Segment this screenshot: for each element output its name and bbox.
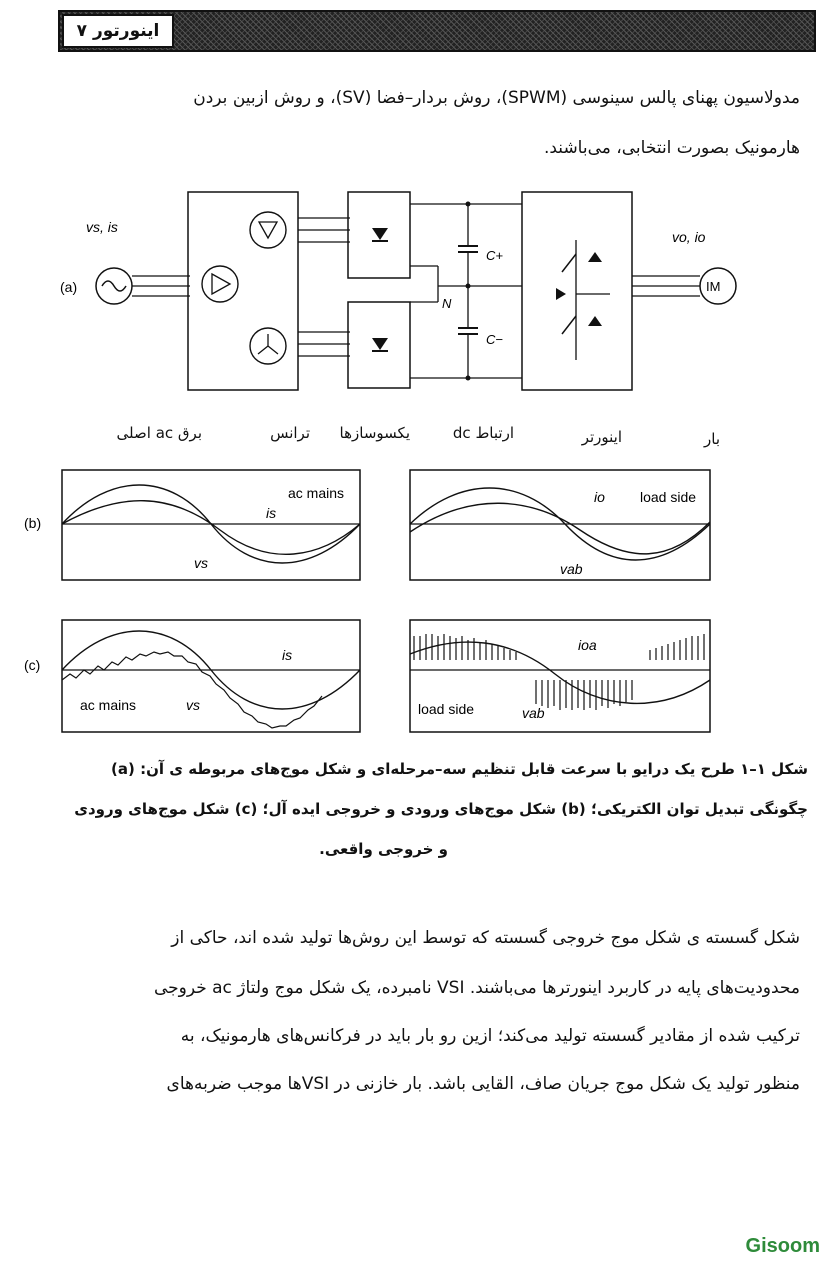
b-right-vab-label: vab [560,561,583,577]
label-inverter: اینورتر [581,428,622,446]
footer-logo: Gisoom [745,1235,820,1257]
node-n-label: N [442,296,452,311]
c-left-is-label: is [282,647,293,663]
chapter-label: اینورتور ۷ [62,14,174,48]
caption-line-1: شکل ۱–۱ طرح یک درایو با سرعت قابل تنظیم سه–مرحله‌ای و شکل موج‌های مربوطه ی آن: (a) [111,760,808,778]
panel-c-label: (c) [24,657,41,673]
cap-minus-label: C− [486,332,503,347]
c-left-vs-label: vs [186,697,200,713]
b-left-title: ac mains [288,485,345,501]
vo-io-label: vo, io [672,229,706,245]
intro-line-1: مدولاسیون پهنای پالس سینوسی (SPWM)، روش بردار–فضا (SV)، و روش ازبین بردن [193,88,800,108]
c-right-title: load side [418,701,475,717]
intro-line-2: هارمونیک بصورت انتخابی، می‌باشند. [543,138,800,158]
vs-is-label: vs, is [86,219,118,235]
c-right-ioa-label: ioa [578,637,597,653]
label-load: بار [704,430,720,448]
label-transformer: ترانس [270,424,310,442]
motor-label: IM [706,279,721,294]
body-line-4: منظور تولید یک شکل موج جریان صاف، القایی باشد. بار خازنی در VSIها موجب ضربه‌های [166,1074,800,1094]
b-left-is-wave [62,501,360,555]
c-right-vab-label: vab [522,705,545,721]
body-line-1: شکل گسسته ی شکل موج خروجی گسسته که توسط این روش‌ها تولید شده اند، حاکی از [171,928,800,948]
panel-a-label: (a) [60,279,78,295]
figure-a-diagram [50,180,770,410]
b-right-io-wave [410,503,710,554]
b-left-is-label: is [266,505,277,521]
caption-line-3: و خروجی واقعی. [319,840,448,858]
transformer-block [188,192,298,390]
panel-b-label: (b) [24,515,42,531]
body-line-3: ترکیب شده از مقادیر گسسته تولید می‌کند؛ ازین رو بار باید در فرکانس‌های هارمونیک، به [180,1026,800,1046]
c-left-is-wave [62,652,322,728]
figure-c-waveforms [10,614,730,744]
label-mains: برق ac اصلی [116,424,202,442]
cap-plus-label: C+ [486,248,503,263]
caption-line-2: چگونگی تبدیل توان الکتریکی؛ (b) شکل موج‌های ورودی و خروجی ایده آل؛ (c) شکل موج‌های ورودی [74,800,808,818]
c-right-pwm-wave [414,634,704,710]
b-right-title: load side [640,489,697,505]
b-right-io-label: io [594,489,605,505]
figure-b-waveforms [10,462,730,592]
body-line-2: محدودیت‌های پایه در کاربرد اینورترها می‌باشند. VSI نامبرده، یک شکل موج ولتاژ ac خروجی [153,978,800,998]
c-left-title: ac mains [80,697,137,713]
b-left-vs-label: vs [194,555,208,571]
label-dc-link: ارتباط dc [452,424,514,442]
label-rectifiers: یکسوسازها [339,424,410,442]
inverter-block [522,192,632,390]
